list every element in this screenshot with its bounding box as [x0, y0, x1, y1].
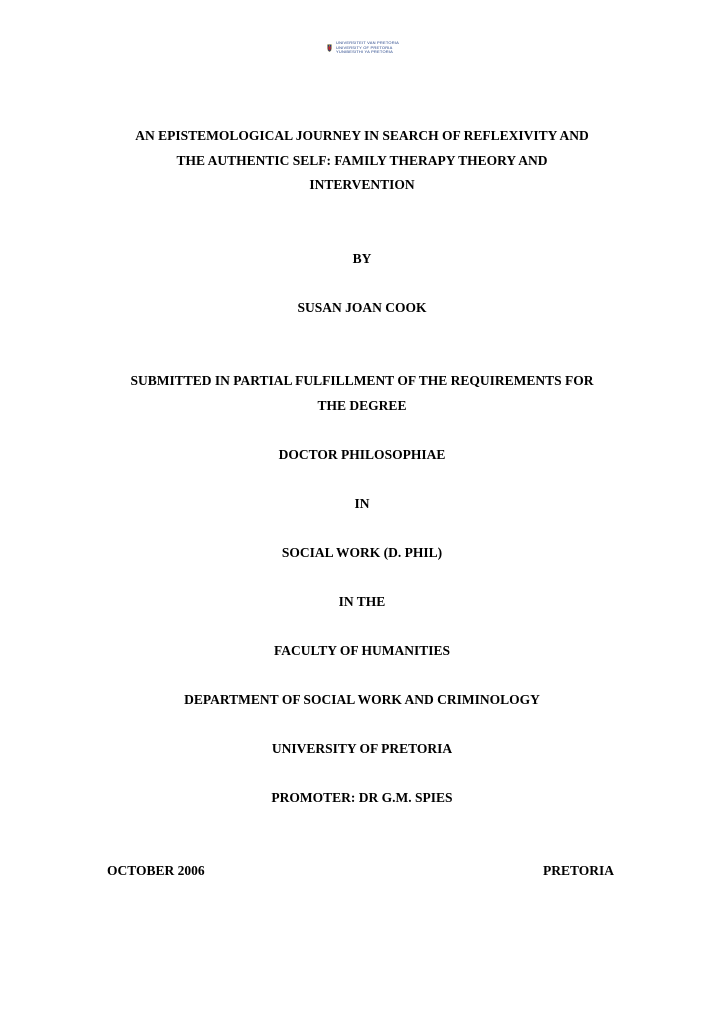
field-of-study: SOCIAL WORK (D. PHIL) — [281, 545, 443, 560]
in-label: IN — [354, 496, 370, 511]
university-logo — [327, 38, 399, 58]
university-crest-icon — [327, 40, 332, 56]
submission-place: PRETORIA — [542, 863, 614, 878]
university-name: UNIVERSITY OF PRETORIA — [271, 741, 453, 756]
submission-statement-line-2: THE DEGREE — [317, 398, 407, 413]
logo-line-english: UNIVERSITY OF PRETORIA — [335, 44, 393, 50]
university-wordmark — [336, 41, 399, 55]
thesis-title-line-3: INTERVENTION — [309, 177, 415, 192]
by-label: BY — [352, 251, 372, 266]
in-the-label: IN THE — [338, 594, 386, 609]
thesis-title-line-2: THE AUTHENTIC SELF: FAMILY THERAPY THEORY AND — [176, 153, 548, 168]
faculty-name: FACULTY OF HUMANITIES — [273, 643, 451, 658]
author-name: SUSAN JOAN COOK — [297, 300, 427, 315]
promoter-name: PROMOTER: DR G.M. SPIES — [271, 790, 453, 805]
logo-line-afrikaans: UNIVERSITEIT VAN PRETORIA — [335, 40, 399, 46]
submission-statement-line-1: SUBMITTED IN PARTIAL FULFILLMENT OF THE REQUIREMENTS FOR — [130, 373, 594, 388]
thesis-title-line-1: AN EPISTEMOLOGICAL JOURNEY IN SEARCH OF REFLEXIVITY AND — [135, 128, 589, 143]
degree-name: DOCTOR PHILOSOPHIAE — [278, 447, 446, 462]
department-name: DEPARTMENT OF SOCIAL WORK AND CRIMINOLOGY — [184, 692, 540, 707]
submission-date: OCTOBER 2006 — [107, 863, 205, 878]
logo-line-sepedi: YUNIBESITHI YA PRETORIA — [335, 49, 394, 55]
